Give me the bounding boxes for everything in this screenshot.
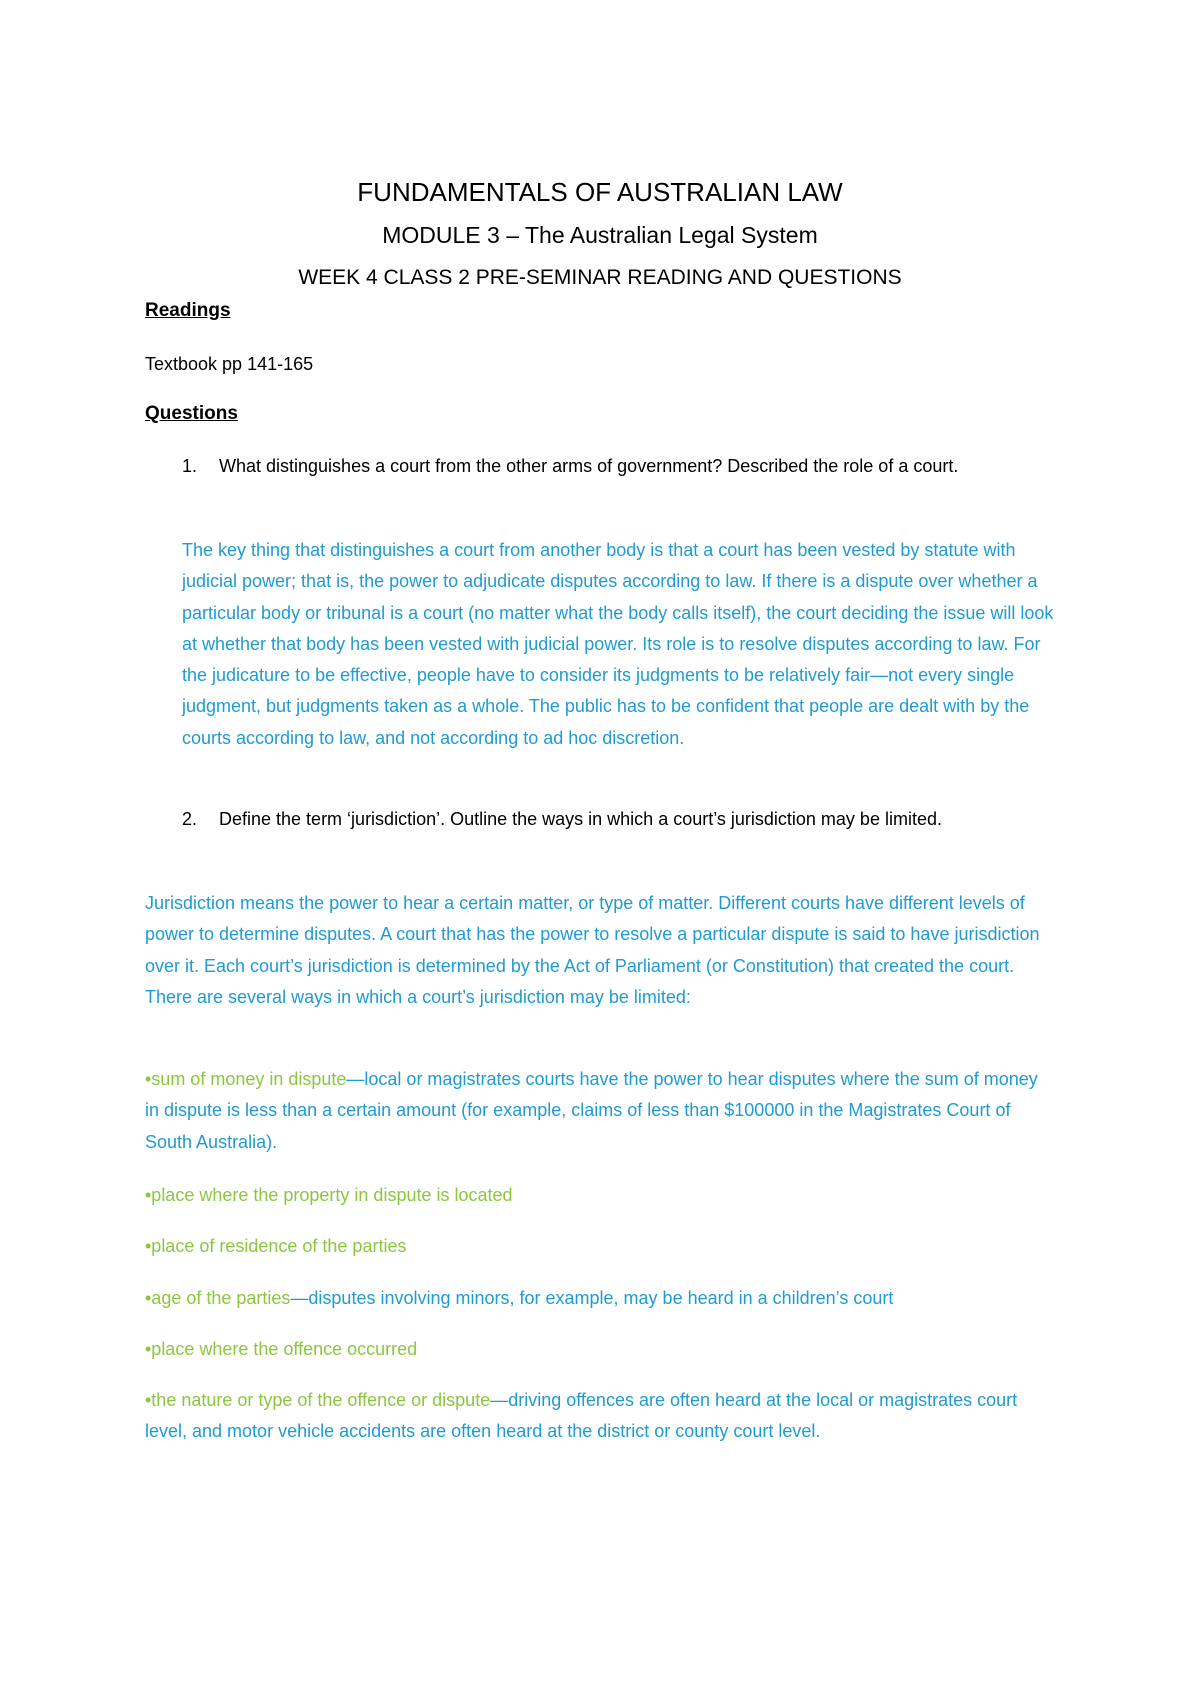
readings-text: Textbook pp 141-165 bbox=[145, 354, 314, 374]
bullet-lead: •the nature or type of the offence or dispute bbox=[145, 1390, 491, 1410]
readings-heading: Readings bbox=[145, 300, 231, 321]
bullet-item bbox=[145, 1334, 1045, 1365]
bullet-rest: —driving offences are often heard at the local or magistrates court level, and motor vehicle accidents are often heard at the district or county court level. bbox=[145, 1390, 1018, 1442]
bullet-item bbox=[145, 1385, 1045, 1448]
bullet-item bbox=[145, 1064, 1045, 1158]
bullet-lead: •place of residence of the parties bbox=[145, 1236, 407, 1256]
question-1 bbox=[182, 451, 1042, 482]
bullet-item bbox=[145, 1231, 1045, 1262]
bullet-lead: •sum of money in dispute bbox=[145, 1069, 347, 1089]
question-2 bbox=[182, 804, 1042, 835]
bullet-rest: —local or magistrates courts have the power to hear disputes where the sum of money in dispute is less than a certain amount (for example, claims of less than $100000 in the Magistrates Court of South Australia). bbox=[145, 1069, 1038, 1152]
bullet-lead: •age of the parties bbox=[145, 1288, 291, 1308]
bullet-lead: •place where the property in dispute is located bbox=[145, 1185, 513, 1205]
answer-1: The key thing that distinguishes a court from another body is that a court has been vested by statute with judicial power; that is, the power to adjudicate disputes according to law. If there is a dispute over whether a particular body or tribunal is a court (no matter what the body calls itself), the court deciding the issue will look at whether that body has been vested with judicial power. Its role is to resolve disputes according to law. For the judicature to be effective, people have to consider its judgments to be relatively fair—not every single judgment, but judgments taken as a whole. The public has to be confident that people are dealt with by the courts according to law, and not according to ad hoc discretion. bbox=[182, 540, 1054, 748]
module-subtitle: MODULE 3 – The Australian Legal System bbox=[382, 222, 818, 248]
bullet-lead: •place where the offence occurred bbox=[145, 1339, 418, 1359]
question-1-number: 1. bbox=[182, 456, 198, 476]
week-subtitle: WEEK 4 CLASS 2 PRE-SEMINAR READING AND QUESTIONS bbox=[298, 266, 902, 289]
document-title: FUNDAMENTALS OF AUSTRALIAN LAW bbox=[357, 177, 843, 207]
question-2-number: 2. bbox=[182, 809, 198, 829]
question-2-text: Define the term ‘jurisdiction’. Outline the ways in which a court’s jurisdiction may be limited. bbox=[219, 809, 942, 829]
bullet-item bbox=[145, 1283, 1045, 1314]
questions-heading: Questions bbox=[145, 403, 238, 424]
answer-2: Jurisdiction means the power to hear a certain matter, or type of matter. Different courts have different levels of power to determine disputes. A court that has the power to resolve a particular dispute is said to have jurisdiction over it. Each court’s jurisdiction is determined by the Act of Parliament (or Constitution) that created the court. There are several ways in which a court’s jurisdiction may be limited: bbox=[145, 893, 1040, 1007]
question-1-text: What distinguishes a court from the other arms of government? Described the role of a court. bbox=[219, 456, 959, 476]
bullet-item bbox=[145, 1180, 1045, 1211]
bullet-rest: —disputes involving minors, for example, may be heard in a children’s court bbox=[290, 1288, 894, 1308]
